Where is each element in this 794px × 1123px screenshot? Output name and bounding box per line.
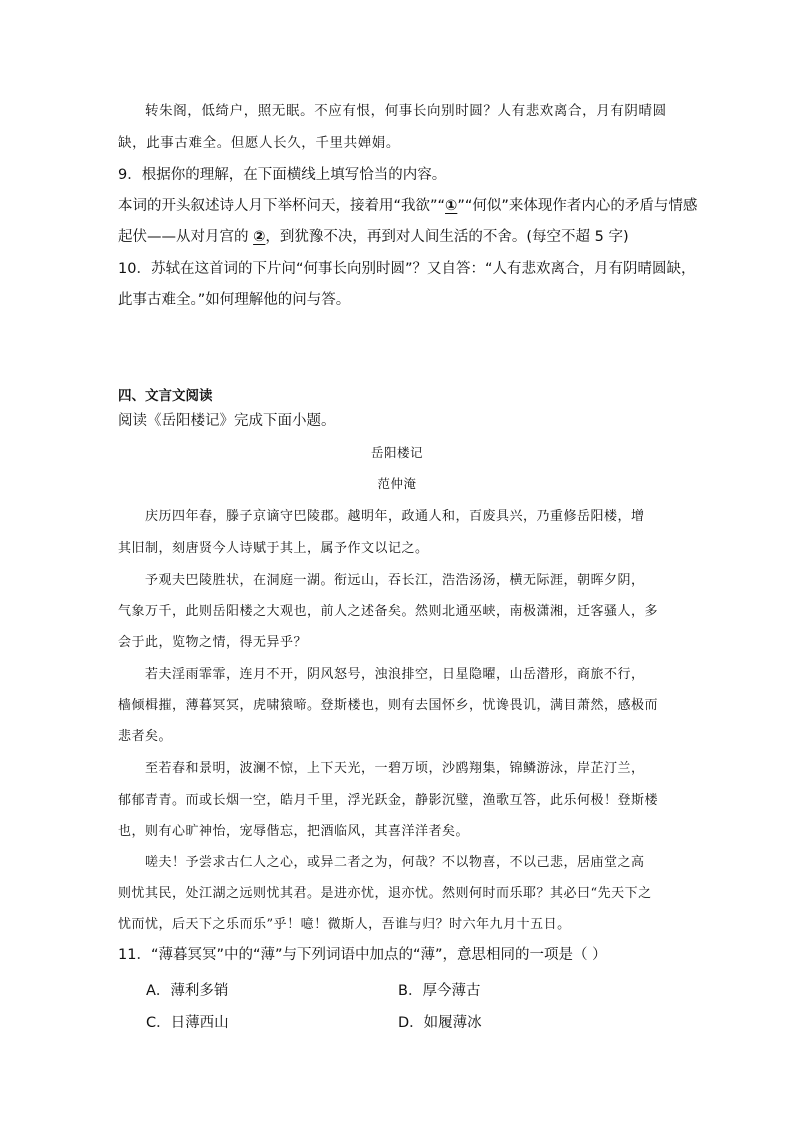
q9-text-d: ，到犹豫不决，再到对人间生活的不舍。(每空不超 5 字) <box>265 229 629 245</box>
poem-line-1: 转朱阁，低绮户，照无眠。不应有恨，何事长向别时圆？人有悲欢离合，月有阴晴圆 <box>145 103 667 119</box>
essay-line: 则忧其民，处江湖之远则忧其君。是进亦忧，退亦忧。然则何时而乐耶？其必曰“先天下之 <box>118 886 652 901</box>
q9-text-b: ”“何似”来体现作者内心的矛盾与情感 <box>457 198 698 214</box>
question-9-line-2 <box>118 230 629 245</box>
essay-line: 若夫淫雨霏霏，连月不开，阴风怒号，浊浪排空，日星隐曜，山岳潜形，商旅不行， <box>145 667 645 682</box>
option-c[interactable]: C．日薄西山 <box>146 1015 229 1031</box>
essay-line: 会于此，览物之情，得无异乎？ <box>118 635 308 650</box>
blank-1[interactable]: ① <box>445 198 458 214</box>
option-a[interactable]: A．薄利多销 <box>146 983 229 999</box>
essay-line: 也，则有心旷神怡，宠辱偕忘，把酒临风，其喜洋洋者矣。 <box>118 824 470 839</box>
question-10-line-2: 此事古难全。”如何理解他的问与答。 <box>118 292 351 308</box>
question-9-stem: 9．根据你的理解，在下面横线上填写恰当的内容。 <box>118 167 447 183</box>
essay-line: 郁郁青青。而或长烟一空，皓月千里，浮光跃金，静影沉璧，渔歌互答，此乐何极！登斯楼 <box>118 793 659 808</box>
option-d[interactable]: D．如履薄冰 <box>398 1015 482 1031</box>
section-instruction: 阅读《岳阳楼记》完成下面小题。 <box>118 413 336 429</box>
essay-line: 其旧制，刻唐贤今人诗赋于其上，属予作文以记之。 <box>118 541 429 556</box>
essay-line: 樯倾楫摧，薄暮冥冥，虎啸猿啼。登斯楼也，则有去国怀乡，忧谗畏讥，满目萧然，感极而 <box>118 698 659 713</box>
essay-line: 悲者矣。 <box>118 729 173 744</box>
essay-line: 庆历四年春，滕子京谪守巴陵郡。越明年，政通人和，百废具兴，乃重修岳阳楼，增 <box>145 509 645 524</box>
essay-author: 范仲淹 <box>377 476 417 491</box>
q9-text-a: 本词的开头叙述诗人月下举杯问天，接着用“我欲”“ <box>118 198 446 214</box>
essay-line: 予观夫巴陵胜状，在洞庭一湖。衔远山，吞长江，浩浩汤汤，横无际涯，朝晖夕阴， <box>145 573 645 588</box>
essay-line: 忧而忧，后天下之乐而乐”乎！噫！微斯人，吾谁与归？时六年九月十五日。 <box>118 917 571 932</box>
blank-2[interactable]: ② <box>253 229 266 245</box>
essay-line: 至若春和景明，波澜不惊，上下天光，一碧万顷，沙鸥翔集，锦鳞游泳，岸芷汀兰， <box>145 761 645 776</box>
essay-line: 嗟夫！予尝求古仁人之心，或异二者之为，何哉？不以物喜，不以己悲，居庙堂之高 <box>145 855 645 870</box>
option-b[interactable]: B．厚今薄古 <box>398 983 481 999</box>
question-9-line-1 <box>118 199 697 214</box>
q9-text-c: 起伏——从对月宫的 <box>118 229 249 245</box>
poem-line-2: 缺，此事古难全。但愿人长久，千里共婵娟。 <box>118 135 400 151</box>
section-heading: 四、文言文阅读 <box>118 388 213 404</box>
essay-line: 气象万千，此则岳阳楼之大观也，前人之述备矣。然则北通巫峡，南极潇湘，迁客骚人，多 <box>118 604 659 619</box>
question-11-stem: 11．“薄暮冥冥”中的“薄”与下列词语中加点的“薄”，意思相同的一项是（ ） <box>118 947 607 963</box>
question-10-line-1: 10．苏轼在这首词的下片问“何事长向别时圆”？又自答：“人有悲欢离合，月有阴晴圆缺， <box>118 261 696 277</box>
essay-title: 岳阳楼记 <box>370 445 423 460</box>
